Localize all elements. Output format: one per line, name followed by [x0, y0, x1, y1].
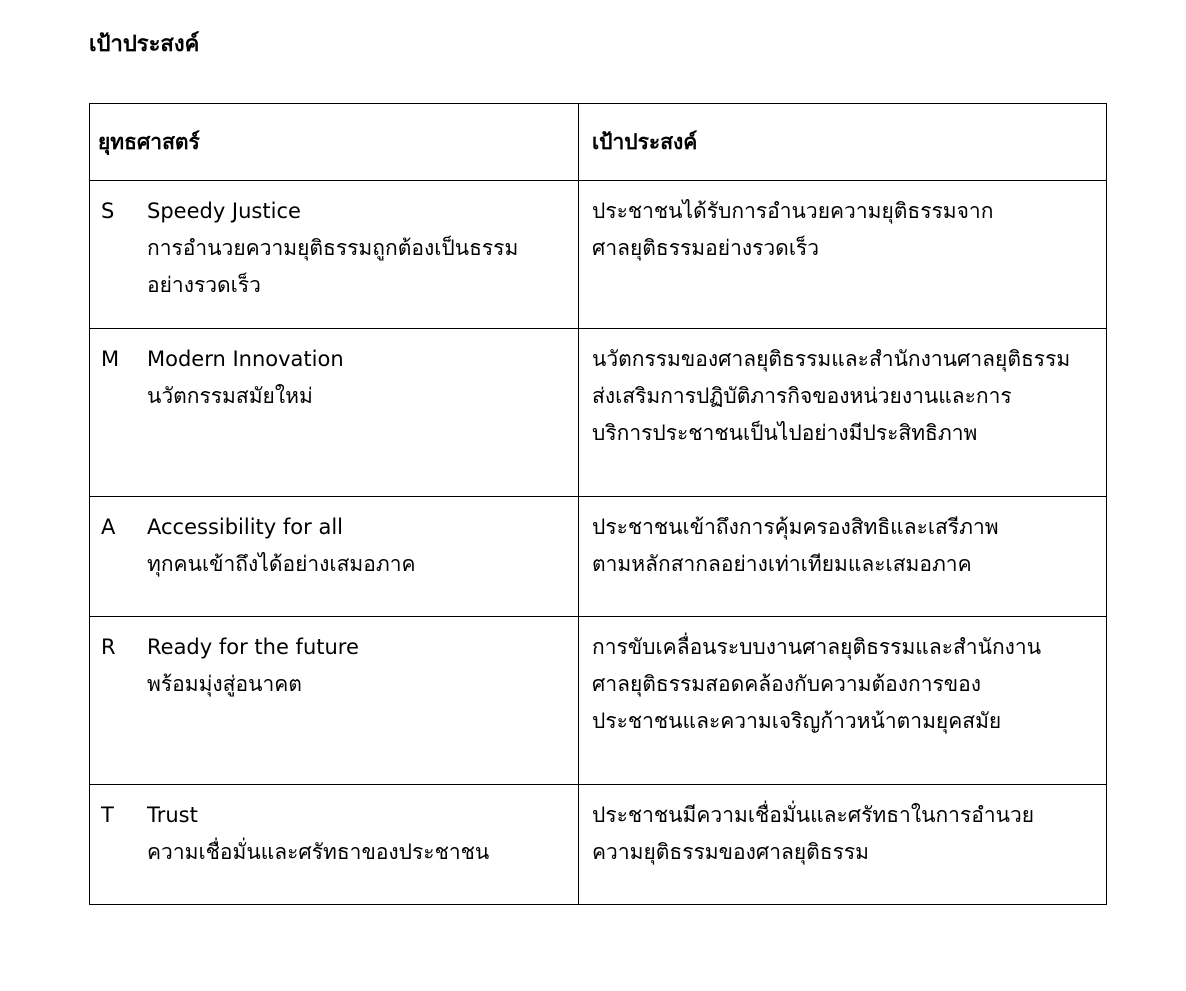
table-row: [90, 181, 1107, 329]
strategy-letter: R: [101, 635, 116, 659]
strategy-name-en: Accessibility for all: [147, 515, 343, 539]
strategy-name-th: นวัตกรรมสมัยใหม่: [147, 384, 313, 408]
strategy-cell: [90, 617, 579, 785]
goal-cell: [579, 329, 1107, 497]
strategy-name-th: อย่างรวดเร็ว: [147, 273, 261, 297]
goal-cell: [579, 181, 1107, 329]
strategy-table: [89, 103, 1107, 905]
goal-line: ประชาชนเข้าถึงการคุ้มครองสิทธิและเสรีภาพ: [592, 515, 999, 539]
strategy-name-th: พร้อมมุ่งสู่อนาคต: [147, 672, 302, 696]
goal-line: ประชาชนมีความเชื่อมั่นและศรัทธาในการอำนวย: [592, 803, 1035, 827]
strategy-cell: [90, 785, 579, 905]
goal-line: ศาลยุติธรรมอย่างรวดเร็ว: [592, 236, 820, 260]
strategy-letter: A: [101, 515, 116, 539]
goal-line: การขับเคลื่อนระบบงานศาลยุติธรรมและสำนักงาน: [592, 635, 1042, 659]
strategy-letter: M: [101, 347, 120, 371]
goal-line: ตามหลักสากลอย่างเท่าเทียมและเสมอภาค: [592, 552, 972, 576]
goal-cell: [579, 617, 1107, 785]
strategy-name-th: การอำนวยความยุติธรรมถูกต้องเป็นธรรม: [147, 236, 519, 260]
strategy-cell: [90, 497, 579, 617]
strategy-name-th: ความเชื่อมั่นและศรัทธาของประชาชน: [147, 840, 490, 864]
goal-line: ประชาชนได้รับการอำนวยความยุติธรรมจาก: [592, 199, 994, 223]
goal-line: ความยุติธรรมของศาลยุติธรรม: [592, 840, 870, 864]
page-title: เป้าประสงค์: [89, 32, 200, 57]
table-header-row: [90, 104, 1107, 181]
goal-cell: [579, 785, 1107, 905]
goal-column-header: เป้าประสงค์: [579, 104, 1107, 181]
strategy-cell: [90, 181, 579, 329]
table-row: [90, 329, 1107, 497]
table-row: [90, 617, 1107, 785]
goal-line: ประชาชนและความเจริญก้าวหน้าตามยุคสมัย: [592, 709, 1002, 733]
table-row: [90, 785, 1107, 905]
table-row: [90, 497, 1107, 617]
strategy-cell: [90, 329, 579, 497]
goal-line: นวัตกรรมของศาลยุติธรรมและสำนักงานศาลยุติธรรม: [592, 347, 1071, 371]
strategy-letter: S: [101, 199, 115, 223]
goal-line: ศาลยุติธรรมสอดคล้องกับความต้องการของ: [592, 672, 982, 696]
goal-line: บริการประชาชนเป็นไปอย่างมีประสิทธิภาพ: [592, 421, 978, 445]
strategy-name-en: Speedy Justice: [147, 199, 301, 223]
strategy-letter: T: [101, 803, 114, 827]
strategy-name-en: Trust: [147, 803, 198, 827]
strategy-name-en: Modern Innovation: [147, 347, 344, 371]
goal-cell: [579, 497, 1107, 617]
goal-line: ส่งเสริมการปฏิบัติภารกิจของหน่วยงานและการ: [592, 384, 1012, 408]
strategy-name-th: ทุกคนเข้าถึงได้อย่างเสมอภาค: [147, 552, 416, 576]
strategy-column-header: ยุทธศาสตร์: [90, 104, 579, 181]
strategy-name-en: Ready for the future: [147, 635, 359, 659]
